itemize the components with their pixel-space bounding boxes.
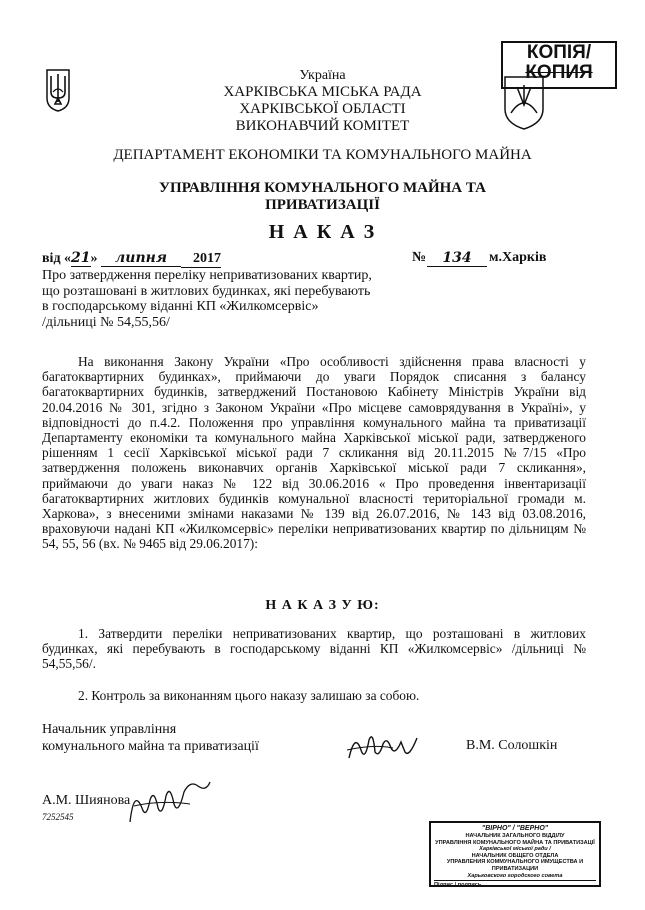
council-line: ХАРКІВСЬКА МІСЬКА РАДА — [223, 84, 422, 100]
stamp-line: НАЧАЛЬНИК ОБЩЕГО ОТДЕЛА — [471, 852, 559, 859]
executor-signature — [120, 778, 215, 828]
preamble-paragraph: На виконання Закону України «Про особливості здійснення права власності у багатоквартирних будинках», приймаючи до уваги Порядок списання з балансу багатоквартирних будинків, затверджений Постановою Кабінету Міністрів України від 20.04.2016 № 301, згідно з Законом України «Про місцеве самоврядування в Україні», у відповідності до п.4.2. Положення про управління комунального майна та приватизації Департаменту економіки та комунального майна Харківської міської ради, затвердженого рішенням 1 сесії Харківської міської ради 7 скликання від 20.11.2015 №7/15 «Про затвердження положень виконавчих органів Харківської міської ради 7 скликання», приймаючи до уваги наказ № 122 від 30.06.2016 « Про проведення інвентаризації багатоквартирних житлових будинків комунальної власності територіальної громади м. Харкова», з внесеними змінами наказами № 139 від 26.07.2016, № 143 від 03.08.2016, враховуючи надані КП «Жилкомсервіс» переліки неприватизованих квартир по дільницям № 54, 55, 56 (вх. № 9465 від 29.06.2017): — [42, 354, 586, 552]
directorate-line1: УПРАВЛІННЯ КОМУНАЛЬНОГО МАЙНА ТА — [159, 180, 486, 196]
department-line: ДЕПАРТАМЕНТ ЕКОНОМІКИ ТА КОМУНАЛЬНОГО МАЙНА — [113, 147, 532, 163]
committee-line: ВИКОНАВЧИЙ КОМІТЕТ — [235, 118, 410, 134]
position-line1: Начальник управління — [42, 722, 177, 737]
stamp-title: "ВІРНО" / "ВЕРНО" — [481, 825, 549, 832]
number-prefix: № — [412, 250, 427, 265]
stamp-line: НАЧАЛЬНИК ЗАГАЛЬНОГО ВІДДІЛУ — [465, 833, 565, 839]
stamp-line: УПРАВЛЕНИЯ КОММУНАЛЬНОГО ИМУЩЕСТВА И ПРИВАТИЗАЦИИ — [446, 859, 584, 872]
order-item-2: 2. Контроль за виконанням цього наказу залишаю за собою. — [78, 688, 420, 703]
date-year: 2017 — [181, 251, 221, 268]
date-month: липня — [101, 250, 181, 267]
date-number-row — [42, 250, 602, 268]
country-line: Україна — [299, 68, 346, 83]
number-value: 134 — [427, 250, 487, 267]
executor-phone: 7252545 — [42, 812, 74, 822]
date-day: 21 — [71, 250, 91, 266]
subject-line: що розташовані в житлових будинках, які перебувають — [42, 283, 371, 299]
city: м.Харків — [489, 250, 547, 265]
kharkiv-emblem-icon — [503, 75, 545, 130]
position-line2: комунального майна та приватизації — [42, 739, 259, 754]
order-item-1: 1. Затвердити переліки неприватизованих квартир, що розташовані в житлових будинках, які перебувають в господарському віданні КП «Жилкомсервіс» /дільниці № 54,55,56/. — [42, 626, 586, 672]
copy-stamp-line1: КОПІЯ/ — [526, 42, 592, 63]
verification-stamp — [429, 821, 601, 887]
oblast-line: ХАРКІВСЬКОЇ ОБЛАСТІ — [239, 101, 406, 117]
date-prefix: від « — [42, 251, 72, 266]
directorate-line2: ПРИВАТИЗАЦІЇ — [265, 197, 380, 213]
subject-block — [42, 268, 372, 330]
signatory-position — [42, 721, 259, 755]
subject-line: Про затвердження переліку неприватизованих квартир, — [42, 268, 372, 283]
stamp-sign-label: Підпис / подпись — [434, 880, 596, 889]
stamp-line: Харьковского городского совета — [467, 872, 563, 879]
copy-stamp-line2: КОПИЯ — [525, 62, 593, 83]
doc-type-heading: Н А К А З — [268, 221, 377, 243]
subject-line: /дільниці № 54,55,56/ — [42, 314, 170, 330]
signatory-name: В.М. Солошкін — [466, 738, 558, 753]
date-mid: » — [90, 251, 98, 266]
order-heading: Н А К А З У Ю: — [265, 598, 380, 613]
subject-line: в господарському віданні КП «Жилкомсервіс» — [42, 299, 319, 314]
handwritten-signature — [345, 728, 420, 764]
executor-name: А.М. Шиянова — [42, 793, 131, 808]
stamp-line: Харківської міської ради / — [479, 846, 551, 853]
stamp-line: УПРАВЛІННЯ КОМУНАЛЬНОГО МАЙНА ТА ПРИВАТИЗАЦІЇ — [435, 839, 595, 846]
